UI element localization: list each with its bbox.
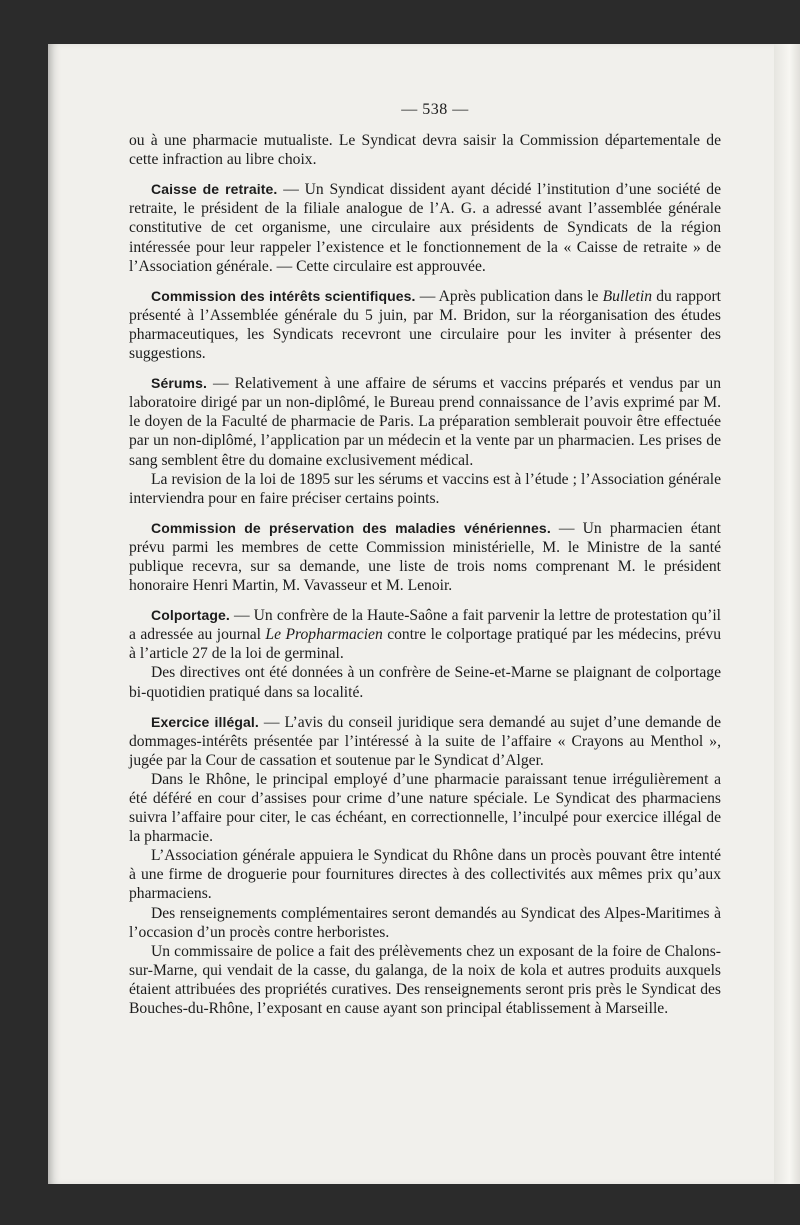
commission-maladies-paragraph: [129, 519, 721, 595]
commission-interets-text-after: du rapport présenté à l’Assemblée générale du 5 juin, par M. Bridon, sur la réorganisation des études pharmaceutiques, les Syndicats recevront une circulaire pour les inviter à présenter des suggestions.: [129, 287, 722, 363]
section-colportage: [129, 606, 721, 701]
exercice-paragraph-2: Dans le Rhône, le principal employé d’une pharmacie paraissant tenue irrégulièrement a été déféré en cour d’assises pour crime d’une nature spéciale. Le Syndicat des pharmaciens suivra l’affaire pour citer, le cas échéant, en correctionnelle, l’inculpé pour exercice illégal de la pharmacie.: [129, 770, 721, 846]
section-serums: [129, 374, 721, 508]
exercice-paragraph-3: L’Association générale appuiera le Syndicat du Rhône dans un procès pouvant être intenté à une firme de droguerie pour fournitures directes à des collectivités aux mêmes prix qu’aux pharmaciens.: [129, 847, 721, 903]
caisse-paragraph: [129, 180, 721, 275]
serums-paragraph: [129, 374, 721, 469]
page-content: [129, 100, 721, 1018]
exercice-heading: Exercice illégal.: [151, 713, 259, 730]
caisse-text: — Un Syndicat dissident ayant décidé l’institution d’une société de retraite, le président de la filiale analogue de l’A. G. a adressé avant l’assemblée générale constitutive de cet organisme, une circulaire aux présidents de Syndicats de la région intéressée pour leur rappeler l’existence et le fonctionnement de la « Caisse de retraite » de l’Association générale. — Cette circulaire est approuvée.: [129, 181, 721, 275]
commission-interets-paragraph: [129, 287, 721, 363]
exercice-paragraph-4: Des renseignements complémentaires seront demandés au Syndicat des Alpes-Maritimes à l’occasion d’un procès contre herboristes.: [129, 904, 721, 941]
section-caisse-de-retraite: [129, 180, 721, 275]
exercice-paragraph: [129, 713, 721, 770]
colportage-italic: Le Propharmacien: [265, 626, 383, 644]
intro-paragraph: ou à une pharmacie mutualiste. Le Syndicat devra saisir la Commission départementale de cette infraction au libre choix.: [129, 132, 721, 169]
serums-paragraph-2: La revision de la loi de 1895 sur les sérums et vaccins est à l’étude ; l’Association générale interviendra pour en faire préciser certains points.: [129, 470, 721, 507]
page-edge: [774, 44, 800, 1184]
serums-text: — Relativement à une affaire de sérums et vaccins préparés et vendus par un laboratoire dirigé par un non-diplômé, le Bureau prend connaissance de l’avis exprimé par M. le doyen de la Faculté de pharmacie de Paris. La préparation semblerait pouvoir être effectuée par un non-diplômé, l’application par un médecin et la vente par un pharmacien. Les prises de sang semblent être du domaine exclusivement médical.: [129, 375, 721, 469]
section-commission-interets: [129, 287, 721, 363]
colportage-text-before: — Un confrère de la Haute-Saône a fait parvenir la lettre de protestation qu’il a adressée au journal: [129, 607, 721, 644]
commission-interets-heading: Commission des intérêts scientifiques.: [151, 287, 416, 304]
exercice-text: — L’avis du conseil juridique sera demandé au sujet d’une demande de dommages-intérêts présentée par l’intéressé à la suite de l’affaire « Crayons au Menthol », jugée par la Cour de cassation et soutenue par le Syndicat d’Alger.: [129, 713, 721, 769]
colportage-heading: Colportage.: [151, 607, 230, 624]
commission-interets-italic: Bulletin: [602, 287, 653, 305]
commission-maladies-text: — Un pharmacien étant prévu parmi les membres de cette Commission ministérielle, M. le Ministre de la santé publique recevra, sur sa demande, une liste de trois noms comprenant M. le président honoraire Henri Martin, M. Vavasseur et M. Lenoir.: [129, 519, 721, 595]
section-commission-maladies: [129, 519, 721, 595]
commission-interets-text-before: — Après publication dans le: [415, 287, 603, 305]
colportage-paragraph: [129, 606, 721, 663]
serums-heading: Sérums.: [151, 375, 207, 392]
exercice-paragraph-5: Un commissaire de police a fait des prélèvements chez un exposant de la foire de Chalons-sur-Marne, qui vendait de la casse, du galanga, de la noix de kola et autres produits auxquels étaient attribuées des propriétés curatives. Des renseignements seront pris près le Syndicat des Bouches-du-Rhône, l’exposant en cause ayant son principal établissement à Marseille.: [129, 942, 721, 1018]
colportage-text-after: contre le colportage pratiqué par les médecins, prévu à l’article 27 de la loi de germinal.: [129, 626, 721, 663]
colportage-paragraph-2: Des directives ont été données à un confrère de Seine-et-Marne se plaignant de colportage bi-quotidien pratiqué dans sa localité.: [129, 664, 721, 701]
caisse-heading: Caisse de retraite.: [151, 181, 278, 198]
page-number: — 538 —: [401, 101, 469, 118]
section-exercice-illegal: [129, 713, 721, 1019]
commission-maladies-heading: Commission de préservation des maladies vénériennes.: [151, 519, 551, 536]
